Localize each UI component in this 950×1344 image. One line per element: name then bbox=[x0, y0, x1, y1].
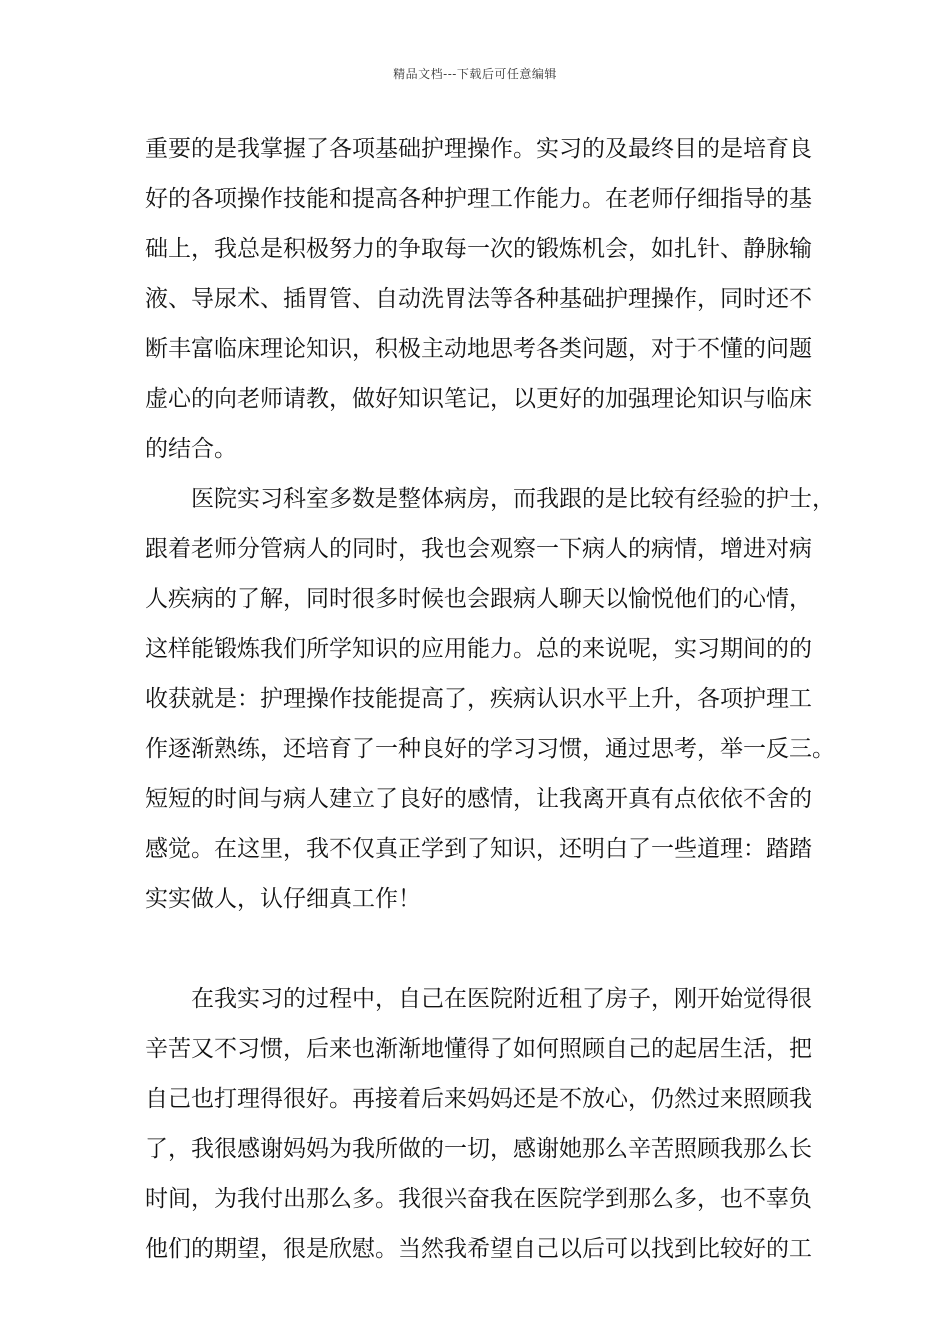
paragraph-3 bbox=[145, 974, 812, 1274]
text-line: 他们的期望，很是欣慰。当然我希望自己以后可以找到比较好的工 bbox=[145, 1236, 812, 1262]
text-line: 跟着老师分管病人的同时，我也会观察一下病人的病情，增进对病 bbox=[145, 536, 812, 562]
text-line: 虚心的向老师请教，做好知识笔记，以更好的加强理论知识与临床 bbox=[145, 386, 812, 412]
text-line: 好的各项操作技能和提高各种护理工作能力。在老师仔细指导的基 bbox=[145, 186, 812, 212]
text-line: 时间，为我付出那么多。我很兴奋我在医院学到那么多，也不辜负 bbox=[145, 1186, 812, 1212]
text-line bbox=[145, 924, 807, 974]
paragraph-1 bbox=[145, 124, 812, 474]
text-line: 液、导尿术、插胃管、自动洗胃法等各种基础护理操作，同时还不 bbox=[145, 286, 812, 312]
paragraph-2 bbox=[145, 474, 835, 974]
text-line: 础上，我总是积极努力的争取每一次的锻炼机会，如扎针、静脉输 bbox=[145, 236, 812, 262]
text-line: 收获就是：护理操作技能提高了，疾病认识水平上升，各项护理工 bbox=[145, 686, 812, 712]
text-line: 了，我很感谢妈妈为我所做的一切，感谢她那么辛苦照顾我那么长 bbox=[145, 1136, 812, 1162]
document-body bbox=[145, 124, 835, 1274]
text-line: 在我实习的过程中，自己在医院附近租了房子，刚开始觉得很 bbox=[191, 986, 812, 1012]
text-line: 医院实习科室多数是整体病房，而我跟的是比较有经验的护士， bbox=[191, 486, 835, 512]
text-line: 重要的是我掌握了各项基础护理操作。实习的及最终目的是培育良 bbox=[145, 136, 812, 162]
text-line: 作逐渐熟练，还培育了一种良好的学习习惯，通过思考，举一反三。 bbox=[145, 736, 835, 762]
text-line: 这样能锻炼我们所学知识的应用能力。总的来说呢，实习期间的的 bbox=[145, 636, 812, 662]
text-line: 自己也打理得很好。再接着后来妈妈还是不放心，仍然过来照顾我 bbox=[145, 1086, 812, 1112]
text-line: 辛苦又不习惯，后来也渐渐地懂得了如何照顾自己的起居生活，把 bbox=[145, 1036, 812, 1062]
text-line: 实实做人，认仔细真工作！ bbox=[145, 886, 421, 912]
text-line: 感觉。在这里，我不仅真正学到了知识，还明白了一些道理：踏踏 bbox=[145, 836, 812, 862]
text-line: 的结合。 bbox=[145, 436, 237, 462]
page-header: 精品文档---下载后可任意编辑 bbox=[393, 67, 557, 81]
text-line: 断丰富临床理论知识，积极主动地思考各类问题，对于不懂的问题 bbox=[145, 336, 812, 362]
text-line: 人疾病的了解，同时很多时候也会跟病人聊天以愉悦他们的心情， bbox=[145, 586, 812, 612]
text-line: 短短的时间与病人建立了良好的感情，让我离开真有点依依不舍的 bbox=[145, 786, 812, 812]
